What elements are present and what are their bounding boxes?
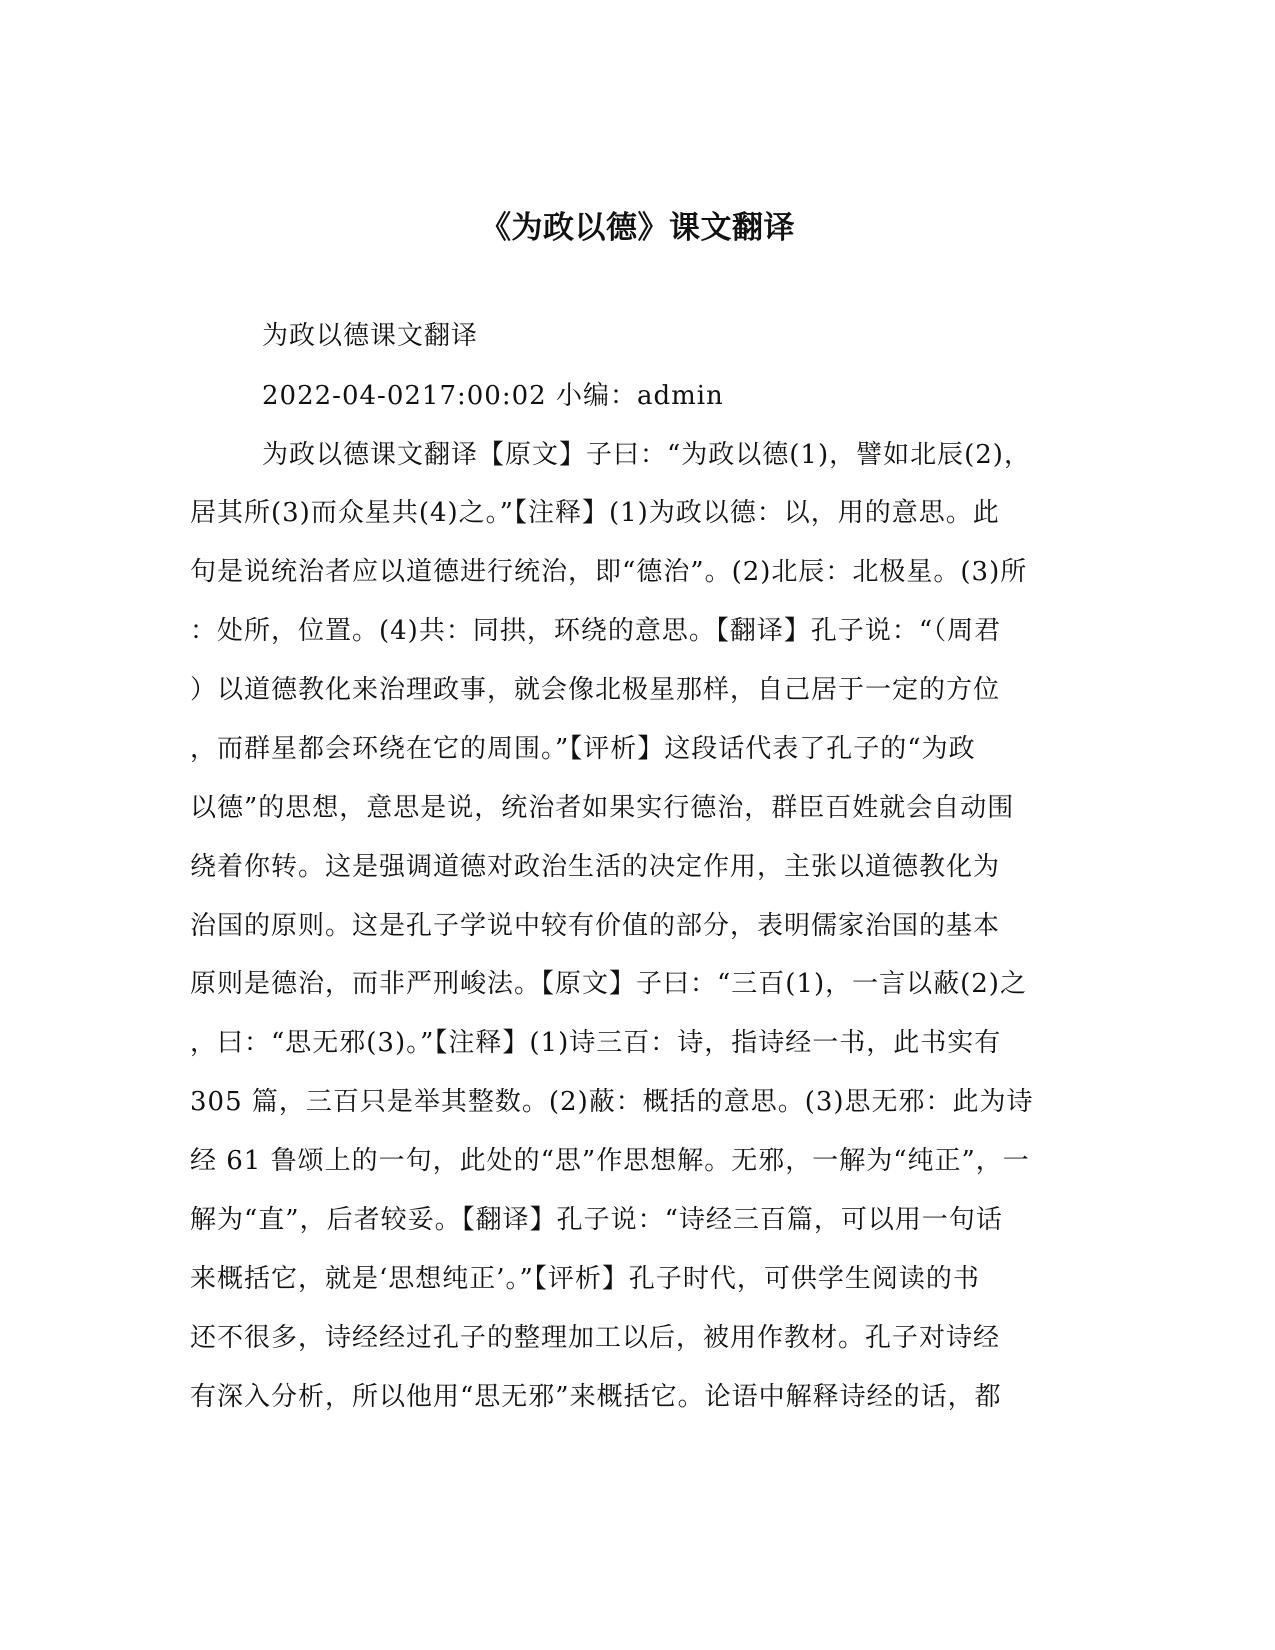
document-subtitle: 为政以德课文翻译 [262, 321, 479, 351]
body-line: 以德”的思想，意思是说，统治者如果实行德治，群臣百姓就会自动围 [190, 793, 1015, 823]
body-line: 居其所(3)而众星共(4)之。”【注释】(1)为政以德：以，用的意思。此 [190, 498, 1000, 528]
body-line: 有深入分析，所以他用“思无邪”来概括它。论语中解释诗经的话，都 [190, 1382, 1002, 1412]
document-title: 《为政以德》课文翻译 [480, 210, 795, 246]
body-line: 305 篇，三百只是举其整数。(2)蔽：概括的意思。(3)思无邪：此为诗 [190, 1087, 1034, 1117]
body-line: 句是说统治者应以道德进行统治，即“德治”。(2)北辰：北极星。(3)所 [190, 557, 1028, 587]
body-line: 解为“直”，后者较妥。【翻译】孔子说：“诗经三百篇，可以用一句话 [190, 1205, 1003, 1235]
body-line: ：处所，位置。(4)共：同拱，环绕的意思。【翻译】孔子说：“（周君 [190, 616, 1002, 646]
body-line: 绕着你转。这是强调道德对政治生活的决定作用，主张以道德教化为 [190, 852, 1001, 882]
body-line: ，而群星都会环绕在它的周围。”【评析】这段话代表了孔子的“为政 [190, 734, 976, 764]
document-meta: 2022-04-0217:00:02 小编：admin [262, 381, 724, 411]
body-line: 治国的原则。这是孔子学说中较有价值的部分，表明儒家治国的基本 [190, 911, 1001, 941]
body-line: 为政以德课文翻译【原文】子曰：“为政以德(1)，譬如北辰(2)， [262, 440, 1031, 470]
body-line: 原则是德治，而非严刑峻法。【原文】子曰：“三百(1)，一言以蔽(2)之 [190, 969, 1027, 999]
body-line: 还不很多，诗经经过孔子的整理加工以后，被用作教材。孔子对诗经 [190, 1323, 1001, 1353]
body-line: 来概括它，就是‘思想纯正’。”【评析】孔子时代，可供学生阅读的书 [190, 1264, 980, 1294]
body-line: ，曰：“思无邪(3)。”【注释】(1)诗三百：诗，指诗经一书，此书实有 [190, 1028, 1002, 1058]
body-line: ）以道德教化来治理政事，就会像北极星那样，自己居于一定的方位 [190, 675, 1001, 705]
body-line: 经 61 鲁颂上的一句，此处的“思”作思想解。无邪，一解为“纯正”，一 [190, 1146, 1030, 1176]
